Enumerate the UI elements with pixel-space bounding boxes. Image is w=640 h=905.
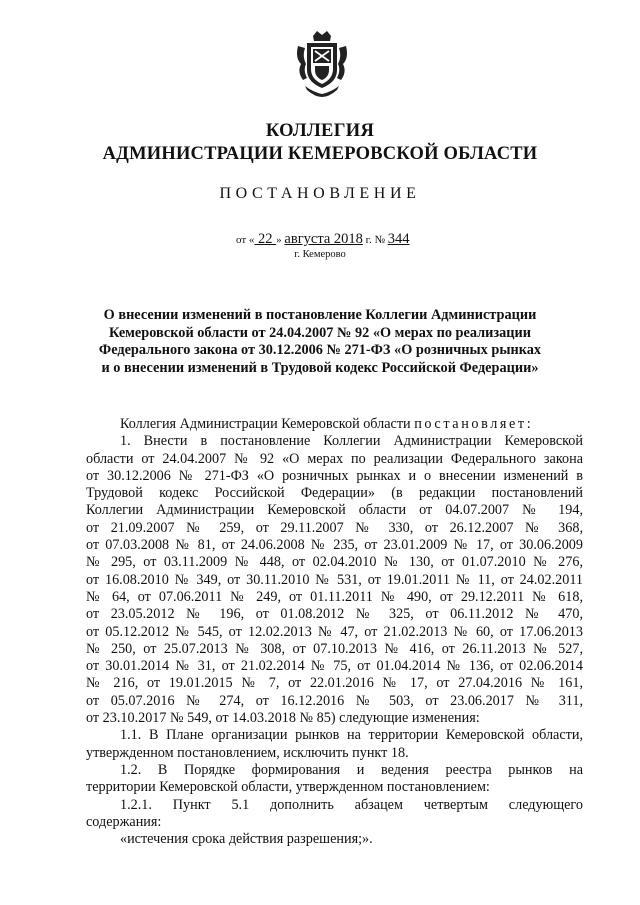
coat-of-arms-emblem [293, 30, 351, 98]
title-line: и о внесении изменений в Трудовой кодекс Российской Федерации» [101, 359, 539, 376]
date-prefix: от « [236, 234, 255, 246]
document-number: 344 [387, 231, 410, 247]
paragraph-line: № 295, от 03.11.2009 № 448, от 02.04.2010 № 130, от 01.07.2010 № 276, [86, 554, 583, 571]
paragraph-line: Коллегии Администрации Кемеровской области от 04.07.2007 № 194, [86, 502, 583, 519]
document-body [86, 416, 583, 848]
paragraph-line: территории Кемеровской области, утвержденном постановлением: [86, 779, 490, 796]
paragraph-line: № 216, от 19.01.2015 № 7, от 22.01.2016 № 17, от 27.04.2016 № 161, [86, 675, 583, 692]
title-line: Федерального закона от 30.12.2006 № 271-ФЗ «О розничных рынках [98, 342, 542, 359]
org-name-line2: АДМИНИСТРАЦИИ КЕМЕРОВСКОЙ ОБЛАСТИ [102, 144, 538, 164]
paragraph-line: 1.2. В Порядке формирования и ведения реестра рынков на [120, 761, 583, 778]
paragraph-line: от 05.12.2012 № 545, от 12.02.2013 № 47, от 21.02.2013 № 60, от 17.06.2013 [86, 623, 583, 640]
paragraph-line: 1.2.1. Пункт 5.1 дополнить абзацем четвертым следующего [120, 796, 583, 813]
quote-line: «истечения срока действия разрешения;». [120, 831, 373, 848]
paragraph-line: 1.1. В Плане организации рынков на территории Кемеровской области, [120, 727, 583, 744]
paragraph-line: от 23.10.2017 № 549, от 14.03.2018 № 85) следующие изменения: [86, 710, 480, 727]
paragraph-line: № 64, от 07.06.2011 № 249, от 01.11.2011 № 490, от 29.12.2011 № 618, [86, 588, 583, 605]
date-mid: » [276, 234, 285, 246]
paragraph-line: содержания: [86, 813, 162, 830]
paragraph-line: от 30.12.2006 № 271-ФЗ «О розничных рынках и о внесении изменений в [86, 467, 583, 484]
paragraph-line: от 30.01.2014 № 31, от 21.02.2014 № 75, от 01.04.2014 № 136, от 02.06.2014 [86, 658, 583, 675]
paragraph-line: от 16.08.2010 № 349, от 30.11.2010 № 531, от 19.01.2011 № 11, от 24.02.2011 [86, 571, 583, 588]
org-name-line1: КОЛЛЕГИЯ [265, 121, 375, 141]
date-day: 22 [254, 231, 277, 247]
paragraph-line: от 21.09.2007 № 259, от 29.11.2007 № 330, от 26.12.2007 № 368, [86, 519, 583, 536]
paragraph-line: области от 24.04.2007 № 92 «О мерах по реализации Федерального закона [86, 450, 583, 467]
document-date-line [236, 231, 409, 248]
paragraph-line: от 05.07.2016 № 274, от 16.12.2016 № 503, от 23.06.2017 № 311, [86, 692, 583, 709]
intro-keyword: постановляет: [414, 416, 534, 432]
document-type: ПОСТАНОВЛЕНИЕ [219, 185, 421, 202]
document-title [80, 307, 560, 377]
title-line: Кемеровской области от 24.04.2007 № 92 «О мерах по реализации [109, 324, 531, 341]
paragraph-line: утвержденном постановлением, исключить пункт 18. [86, 744, 409, 761]
city: г. Кемерово [294, 249, 346, 260]
paragraph-line: Трудовой кодекс Российской Федерации» (в редакции постановлений [86, 485, 583, 502]
paragraph-line: от 23.05.2012 № 196, от 01.08.2012 № 325, от 06.11.2012 № 470, [86, 606, 583, 623]
paragraph-line: 1. Внести в постановление Коллегии Администрации Кемеровской [120, 433, 583, 450]
paragraph-line: № 250, от 25.07.2013 № 308, от 07.10.2013 № 416, от 26.11.2013 № 527, [86, 640, 583, 657]
date-year-suffix: г. № [362, 234, 388, 246]
title-line: О внесении изменений в постановление Коллегии Администрации [103, 307, 537, 323]
intro-text: Коллегия Администрации Кемеровской области [120, 416, 415, 432]
intro-line [86, 416, 583, 433]
date-month-year: августа 2018 [284, 231, 363, 247]
paragraph-line: от 07.03.2008 № 81, от 24.06.2008 № 235, от 23.01.2009 № 17, от 30.06.2009 [86, 537, 583, 554]
